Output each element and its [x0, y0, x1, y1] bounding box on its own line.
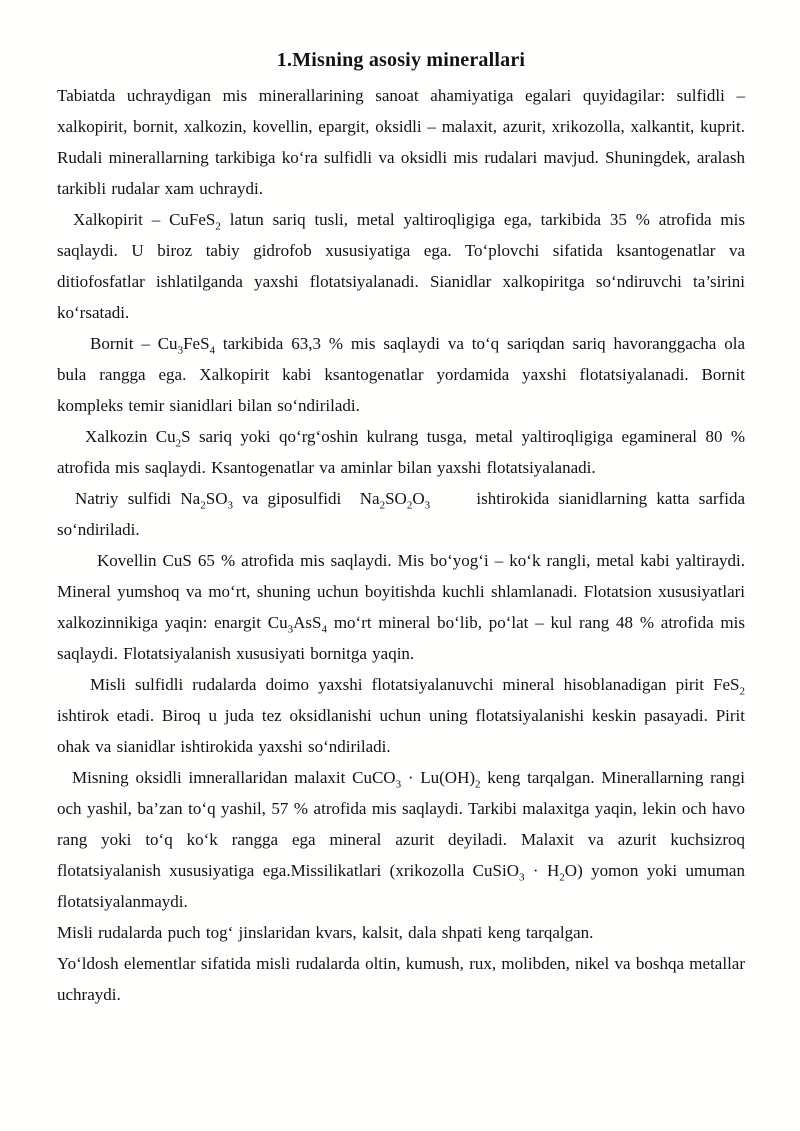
- subscript: 3: [227, 499, 233, 512]
- paragraph: Misli rudalarda puch tog‘ jinslaridan kvars, kalsit, dala shpati keng tarqalgan.: [57, 923, 594, 942]
- paragraph: Natriy sulfidi $Na_2SO_3$ va giposulfidi $Na_2SO_2O_3$ ishtirokida sianidlarning katta sarfida so‘ndiriladi.: [57, 489, 745, 539]
- paragraph: Tabiatda uchraydigan mis minerallarining sanoat ahamiyatiga egalari quyidagilar: sulfidli – xalkopirit, bornit, xalkozin, kovellin, epargit, oksidli – malaxit, azurit, xrikozolla, xalkantit, kuprit. Rudali minerallarning tarkibiga ko‘ra sulfidli va oksidli mis rudalari mavjud. Shuningdek, aralash tarkibli rudalar xam uchraydi.: [57, 86, 745, 198]
- paragraph: Xalkozin $Cu_2S$ sariq yoki qo‘rg‘oshin kulrang tusga, metal yaltiroqligiga egamineral 80 % atrofida mis saqlaydi. Ksantogenatlar va aminlar bilan yaxshi flotatsiyalanadi.: [57, 427, 746, 477]
- subscript: 3: [424, 499, 431, 512]
- subscript: 3: [395, 778, 402, 791]
- paragraph: Bornit – $Cu_3FeS_4$ tarkibida 63,3 % mis saqlaydi va to‘q sariqdan sariq havoranggacha ola bula rangga ega. Xalkopirit kabi ksantogenatlar yordamida yaxshi flotatsiyalanadi. Bornit kompleks temir sianidlari bilan so‘ndiriladi.: [57, 334, 745, 415]
- subscript: 3: [287, 623, 294, 636]
- subscript: 2: [559, 871, 565, 884]
- subscript: 4: [321, 623, 328, 636]
- subscript: 4: [209, 344, 216, 357]
- subscript: 2: [739, 685, 745, 698]
- paragraph: Kovellin CuS 65 % atrofida mis saqlaydi. Mis bo‘yog‘i – ko‘k rangli, metal kabi yaltiraydi. Mineral yumshoq va mo‘rt, shuning uchun boyitishda kuchli shlamlanadi. Flotatsion xususiyatlari xalkozinnikiga yaqin: enargit $Cu_3AsS_4$ mo‘rt mineral bo‘lib, po‘lat – kul rang 48 % atrofida mis saqlaydi. Flotatsiyalanish xususiyati bornitga yaqin.: [57, 551, 745, 663]
- subscript: 3: [518, 871, 525, 884]
- subscript: 2: [475, 778, 481, 791]
- subscript: 2: [215, 220, 221, 233]
- paragraph: Yo‘ldosh elementlar sifatida misli rudalarda oltin, kumush, rux, molibden, nikel va boshqa metallar uchraydi.: [57, 954, 745, 1004]
- paragraph: Misli sulfidli rudalarda doimo yaxshi flotatsiyalanuvchi mineral hisoblanadigan pirit FeS$_2$ ishtirok etadi. Biroq u juda tez oksidlanishi uchun uning flotatsiyalanishi keskin pasayadi. Pirit ohak va sianidlar ishtirokida yaxshi so‘ndiriladi.: [57, 675, 745, 756]
- subscript: 2: [175, 437, 182, 450]
- paragraph: Misning oksidli imnerallaridan malaxit CuCO$_3$ · $Lu(OH)_2$ keng tarqalgan. Minerallarning rangi och yashil, ba’zan to‘q yashil, 57 % atrofida mis saqlaydi. Tarkibi malaxitga yaqin, lekin och havo rang yoki to‘q ko‘k rangga ega mineral azurit deyiladi. Malaxit va azurit kuchsizroq flotatsiyalanish xususiyatiga ega.Missilikatlari (xrikozolla CuSiO$_3$ · $H_2O$) yomon yoki umuman flotatsiyalanmaydi.: [57, 768, 746, 911]
- subscript: 2: [200, 499, 206, 512]
- document-body: [57, 80, 745, 1010]
- subscript: 3: [177, 344, 184, 357]
- subscript: 2: [406, 499, 413, 512]
- paragraph: Xalkopirit – CuFeS$_2$ latun sariq tusli, metal yaltiroqligiga ega, tarkibida 35 % atrofida mis saqlaydi. U biroz tabiy gidrofob xususiyatiga ega. To‘plovchi sifatida ksantogenatlar va ditiofosfatlar ishlatilganda yaxshi flotatsiyalanadi. Sianidlar xalkopiritga so‘ndiruvchi ta’sirini ko‘rsatadi.: [57, 210, 745, 322]
- subscript: 2: [379, 499, 386, 512]
- page-title: 1.Misning asosiy minerallari: [276, 49, 526, 71]
